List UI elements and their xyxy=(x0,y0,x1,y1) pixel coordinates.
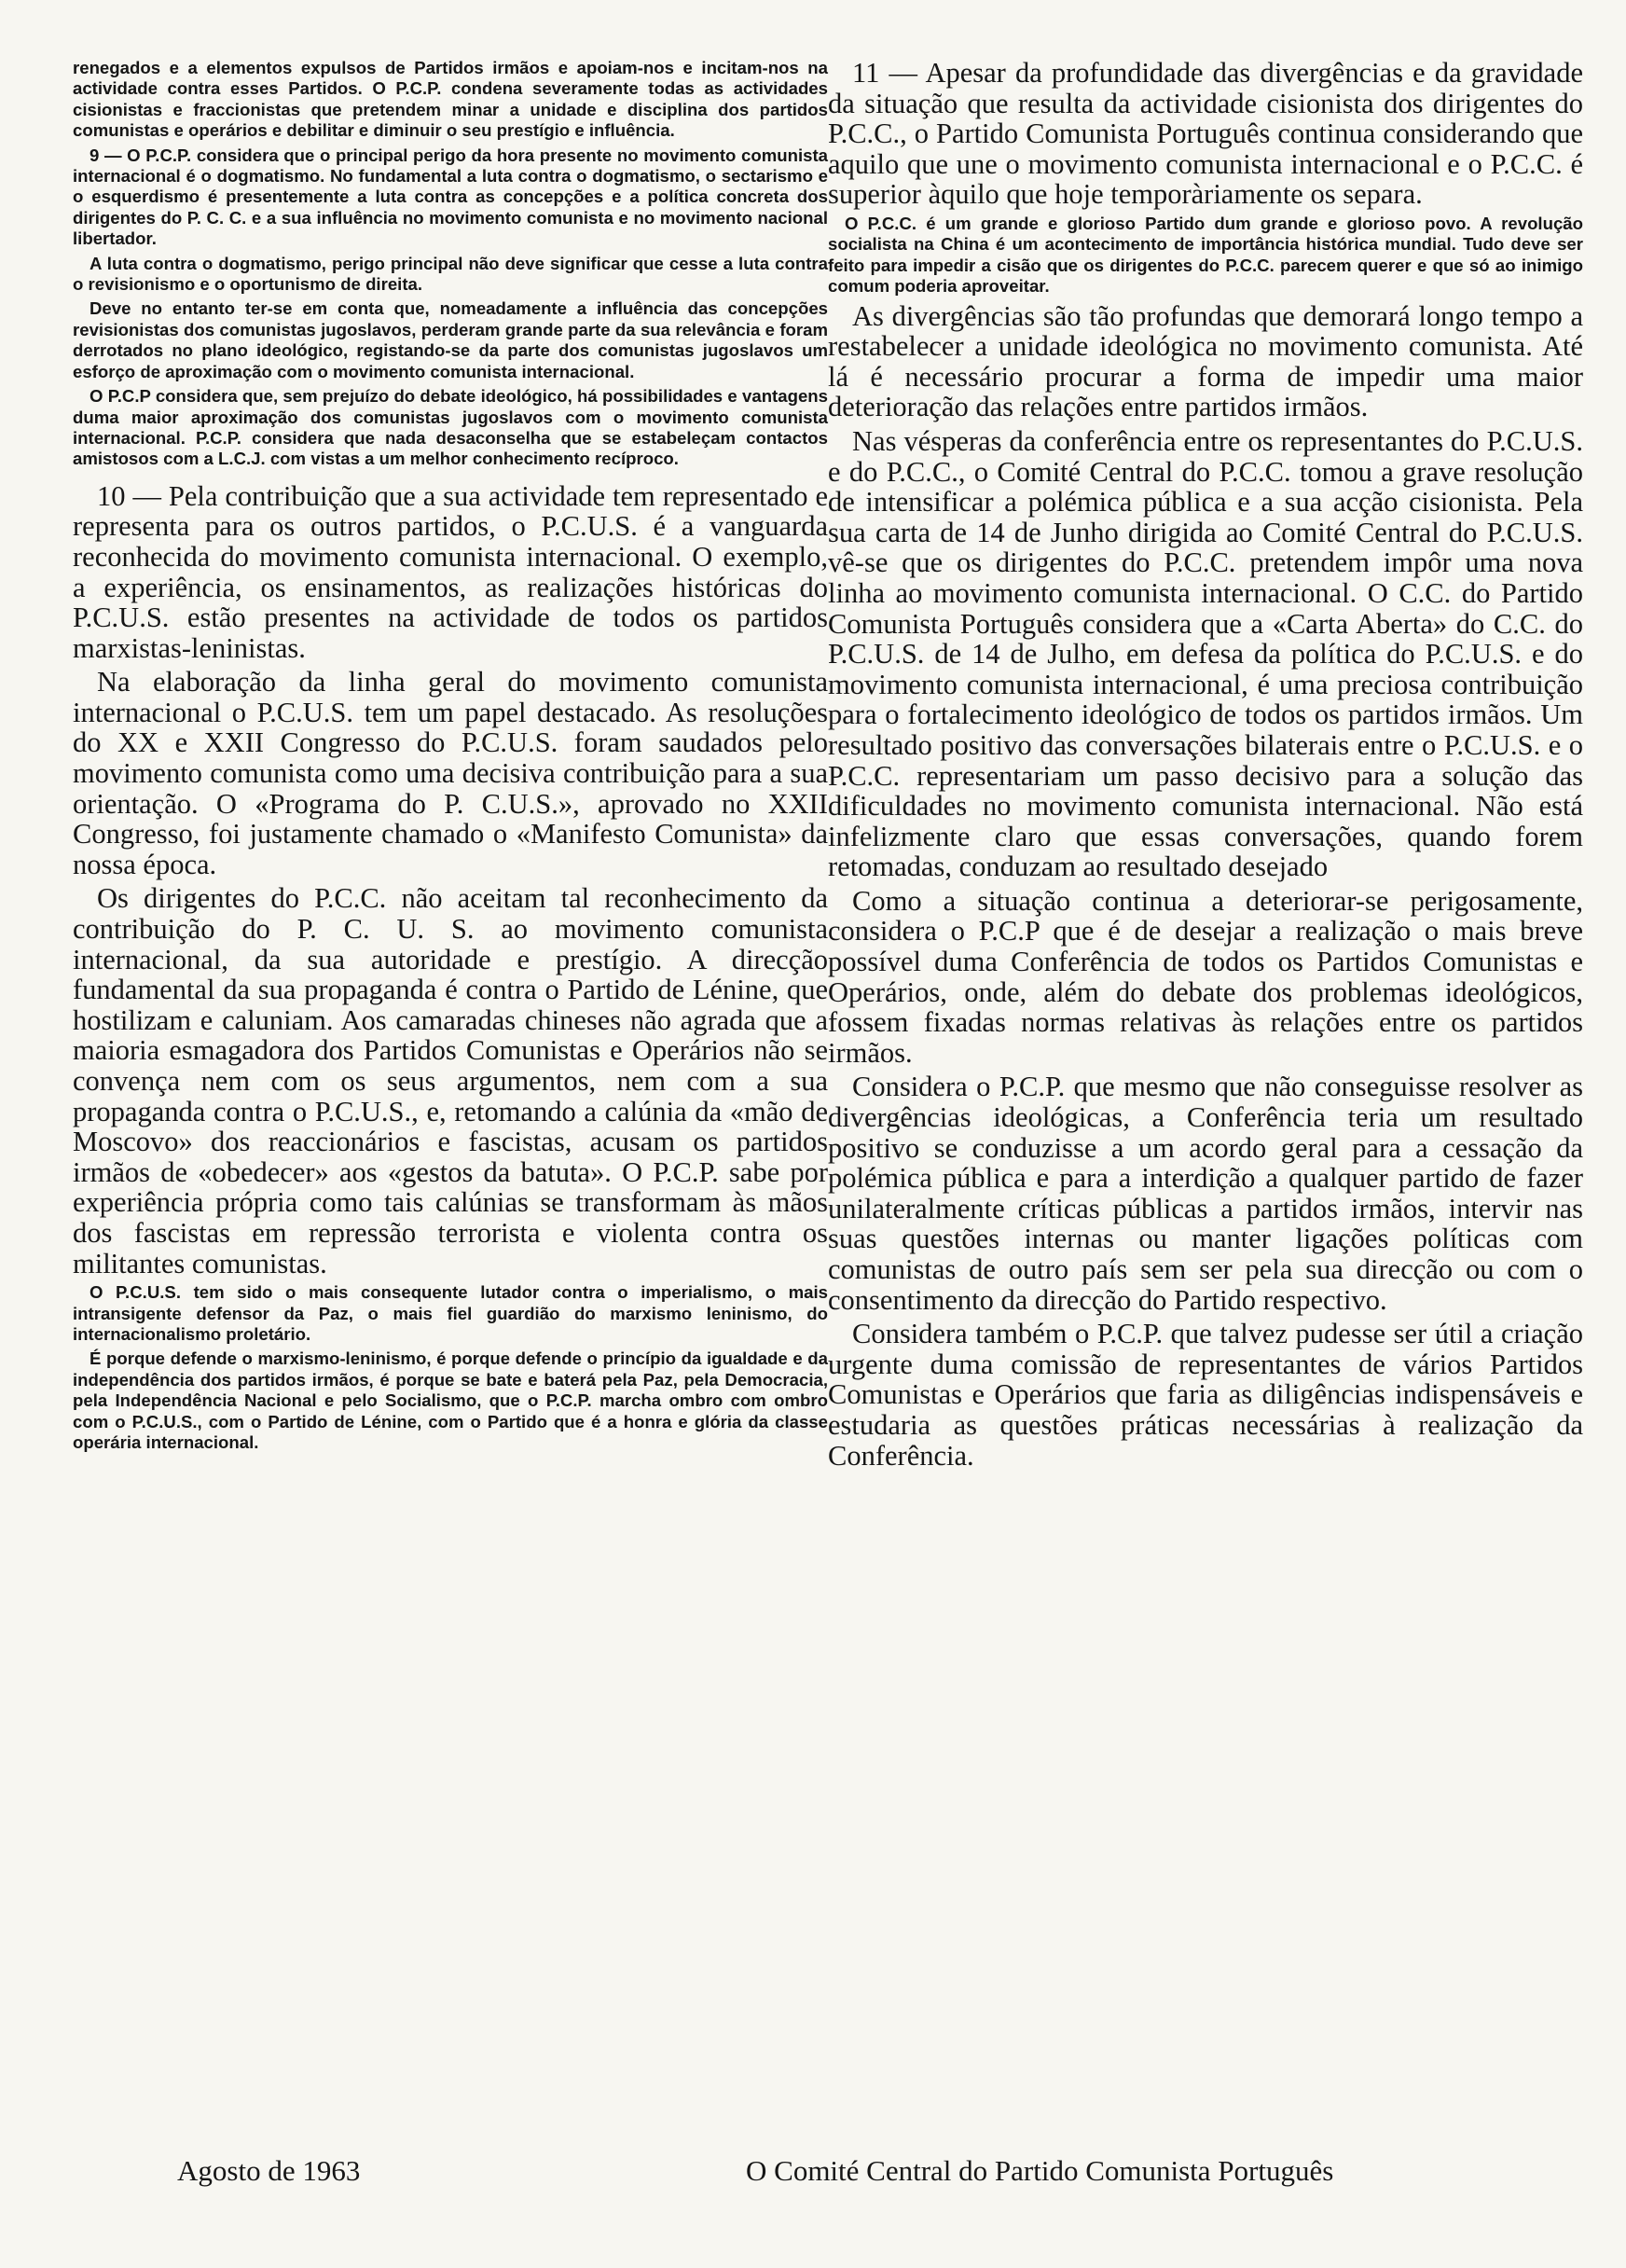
footer-date: Agosto de 1963 xyxy=(177,2154,361,2187)
right-column xyxy=(828,58,1583,1474)
paragraph-section-10: 10 — Pela contribuição que a sua actividade tem representado e representa para os outros partidos, o P.C.U.S. é a vanguarda reconhecida do movimento comunista internacional. O exemplo, a experiência, os ensinamentos, as realizações históricas do P.C.U.S. estão presentes na actividade de todos os partidos marxistas-leninistas. xyxy=(73,479,828,664)
paragraph: Considera o P.C.P. que mesmo que não conseguisse resolver as divergências ideológicas, a Conferência teria um resultado positivo se conduzisse a um acordo geral para a cessação da polémica pública e para a interdição a qualquer partido de fazer unilateralmente críticas públicas a partidos irmãos, intervir nas suas questões internas ou manter ligações políticas com comunistas de outro país sem ser pela sua direcção ou com o consentimento da direcção do Partido respectivo. xyxy=(828,1071,1583,1316)
paragraph: Nas vésperas da conferência entre os representantes do P.C.U.S. e do P.C.C., o Comité Central do P.C.C. tomou a grave resolução de intensificar a polémica pública e a sua acção cisionista. Pela sua carta de 14 de Junho dirigida ao Comité Central do P.C.U.S. vê-se que os dirigentes do P.C.C. pretendem impôr uma nova linha ao movimento comunista internacional. O C.C. do Partido Comunista Português considera que a «Carta Aberta» do C.C. do P.C.U.S. de 14 de Julho, em defesa da política do P.C.U.S. e do movimento comunista internacional, é uma preciosa contribuição para o fortalecimento ideológico de todos os partidos irmãos. Um resultado positivo das conversações bilaterais entre o P.C.U.S. e o P.C.C. representariam um passo decisivo para a solução das dificuldades no movimento comunista internacional. Não está infelizmente claro que essas conversações, quando forem retomadas, conduzam ao resultado desejado xyxy=(828,424,1583,883)
paragraph: renegados e a elementos expulsos de Partidos irmãos e apoiam-nos e incitam-nos na actividade contra esses Partidos. O P.C.P. condena severamente todas as actividades cisionistas e fraccionistas que pretendem minar a unidade e disciplina dos partidos comunistas e operários e debilitar e diminuir o seu prestígio e influência. xyxy=(73,58,828,141)
paragraph: Os dirigentes do P.C.C. não aceitam tal reconhecimento da contribuição do P. C. U. S. ao movimento comunista internacional, da sua autoridade e prestígio. A direcção fundamental da sua propaganda é contra o Partido de Lénine, que hostilizam e caluniam. Aos camaradas chineses não agrada que a maioria esmagadora dos Partidos Comunistas e Operários não se convença nem com os seus argumentos, nem com a sua propaganda contra o P.C.U.S., e, retomando a calúnia da «mão de Moscovo» dos reaccionários e fascistas, acusam os partidos irmãos de «obedecer» aos «gestos da batuta». O P.C.P. sabe por experiência própria como tais calúnias se transformam às mãos dos fascistas em repressão terrorista e violenta contra os militantes comunistas. xyxy=(73,882,828,1279)
paragraph: É porque defende o marxismo-leninismo, é porque defende o princípio da igualdade e da independência dos partidos irmãos, é porque se bate e baterá pela Paz, pela Democracia, pela Independência Nacional e pelo Socialismo, que o P.C.P. marcha ombro com ombro com o P.C.U.S., com o Partido de Lénine, com o Partido que é a honra e glória da classe operária internacional. xyxy=(73,1348,828,1452)
footer-signature: O Comité Central do Partido Comunista Português xyxy=(746,2154,1334,2187)
left-column xyxy=(73,58,828,1457)
paragraph: A luta contra o dogmatismo, perigo principal não deve significar que cesse a luta contra o revisionismo e o oportunismo de direita. xyxy=(73,253,828,295)
paragraph: Na elaboração da linha geral do movimento comunista internacional o P.C.U.S. tem um papel destacado. As resoluções do XX e XXII Congresso do P.C.U.S. foram saudados pelo movimento comunista como uma decisiva contribuição para a sua orientação. O «Programa do P. C.U.S.», aprovado no XXII Congresso, foi justamente chamado o «Manifesto Comunista» da nossa época. xyxy=(73,666,828,880)
paragraph: Deve no entanto ter-se em conta que, nomeadamente a influência das concepções revisionistas dos comunistas jugoslavos, perderam grande parte da sua relevância e foram derrotados no plano ideológico, registando-se da parte dos comunistas jugoslavos um esforço de aproximação com o movimento comunista internacional. xyxy=(73,298,828,381)
paragraph-section-11: 11 — Apesar da profundidade das divergências e da gravidade da situação que resulta da actividade cisionista dos dirigentes do P.C.C., o Partido Comunista Português continua considerando que aquilo que une o movimento comunista internacional e o P.C.C. é superior àquilo que hoje temporàriamente os separa. xyxy=(828,57,1583,211)
paragraph: Como a situação continua a deteriorar-se perigosamente, considera o P.C.P que é de desejar a realização o mais breve possível duma Conferência de todos os Partidos Comunistas e Operários, onde, além do debate dos problemas ideológicos, fossem fixadas normas relativas às relações entre os partidos irmãos. xyxy=(828,884,1583,1069)
paragraph: O P.C.U.S. tem sido o mais consequente lutador contra o imperialismo, o mais intransigente defensor da Paz, o mais fiel guardião do marxismo leninismo, do internacionalismo proletário. xyxy=(73,1282,828,1344)
paragraph: O P.C.C. é um grande e glorioso Partido dum grande e glorioso povo. A revolução socialista na China é um acontecimento de importância histórica mundial. Tudo deve ser feito para impedir a cisão que os dirigentes do P.C.C. parecem querer e que só ao inimigo comum poderia aproveitar. xyxy=(828,213,1583,297)
paragraph: Considera também o P.C.P. que talvez pudesse ser útil a criação urgente duma comissão de representantes de vários Partidos Comunistas e Operários que faria as diligências indispensáveis e estudaria as questões práticas necessárias à realização da Conferência. xyxy=(828,1318,1583,1472)
paragraph: O P.C.P considera que, sem prejuízo do debate ideológico, há possibilidades e vantagens duma maior aproximação dos comunistas jugoslavos com o movimento comunista internacional. P.C.P. considera que nada desaconselha que se estabeleçam contactos amistosos com a L.C.J. com vistas a um melhor conhecimento recíproco. xyxy=(73,386,828,469)
paragraph-section-9: 9 — O P.C.P. considera que o principal perigo da hora presente no movimento comunista internacional é o dogmatismo. No fundamental a luta contra o dogmatismo, o sectarismo e o esquerdismo é presentemente a luta contra as concepções e a política concreta dos dirigentes do P. C. C. e a sua influência no movimento comunista e no movimento nacional libertador. xyxy=(73,145,828,249)
paragraph: As divergências são tão profundas que demorará longo tempo a restabelecer a unidade ideológica no movimento comunista. Até lá é necessário procurar a forma de impedir uma maior deterioração das relações entre partidos irmãos. xyxy=(828,299,1583,423)
